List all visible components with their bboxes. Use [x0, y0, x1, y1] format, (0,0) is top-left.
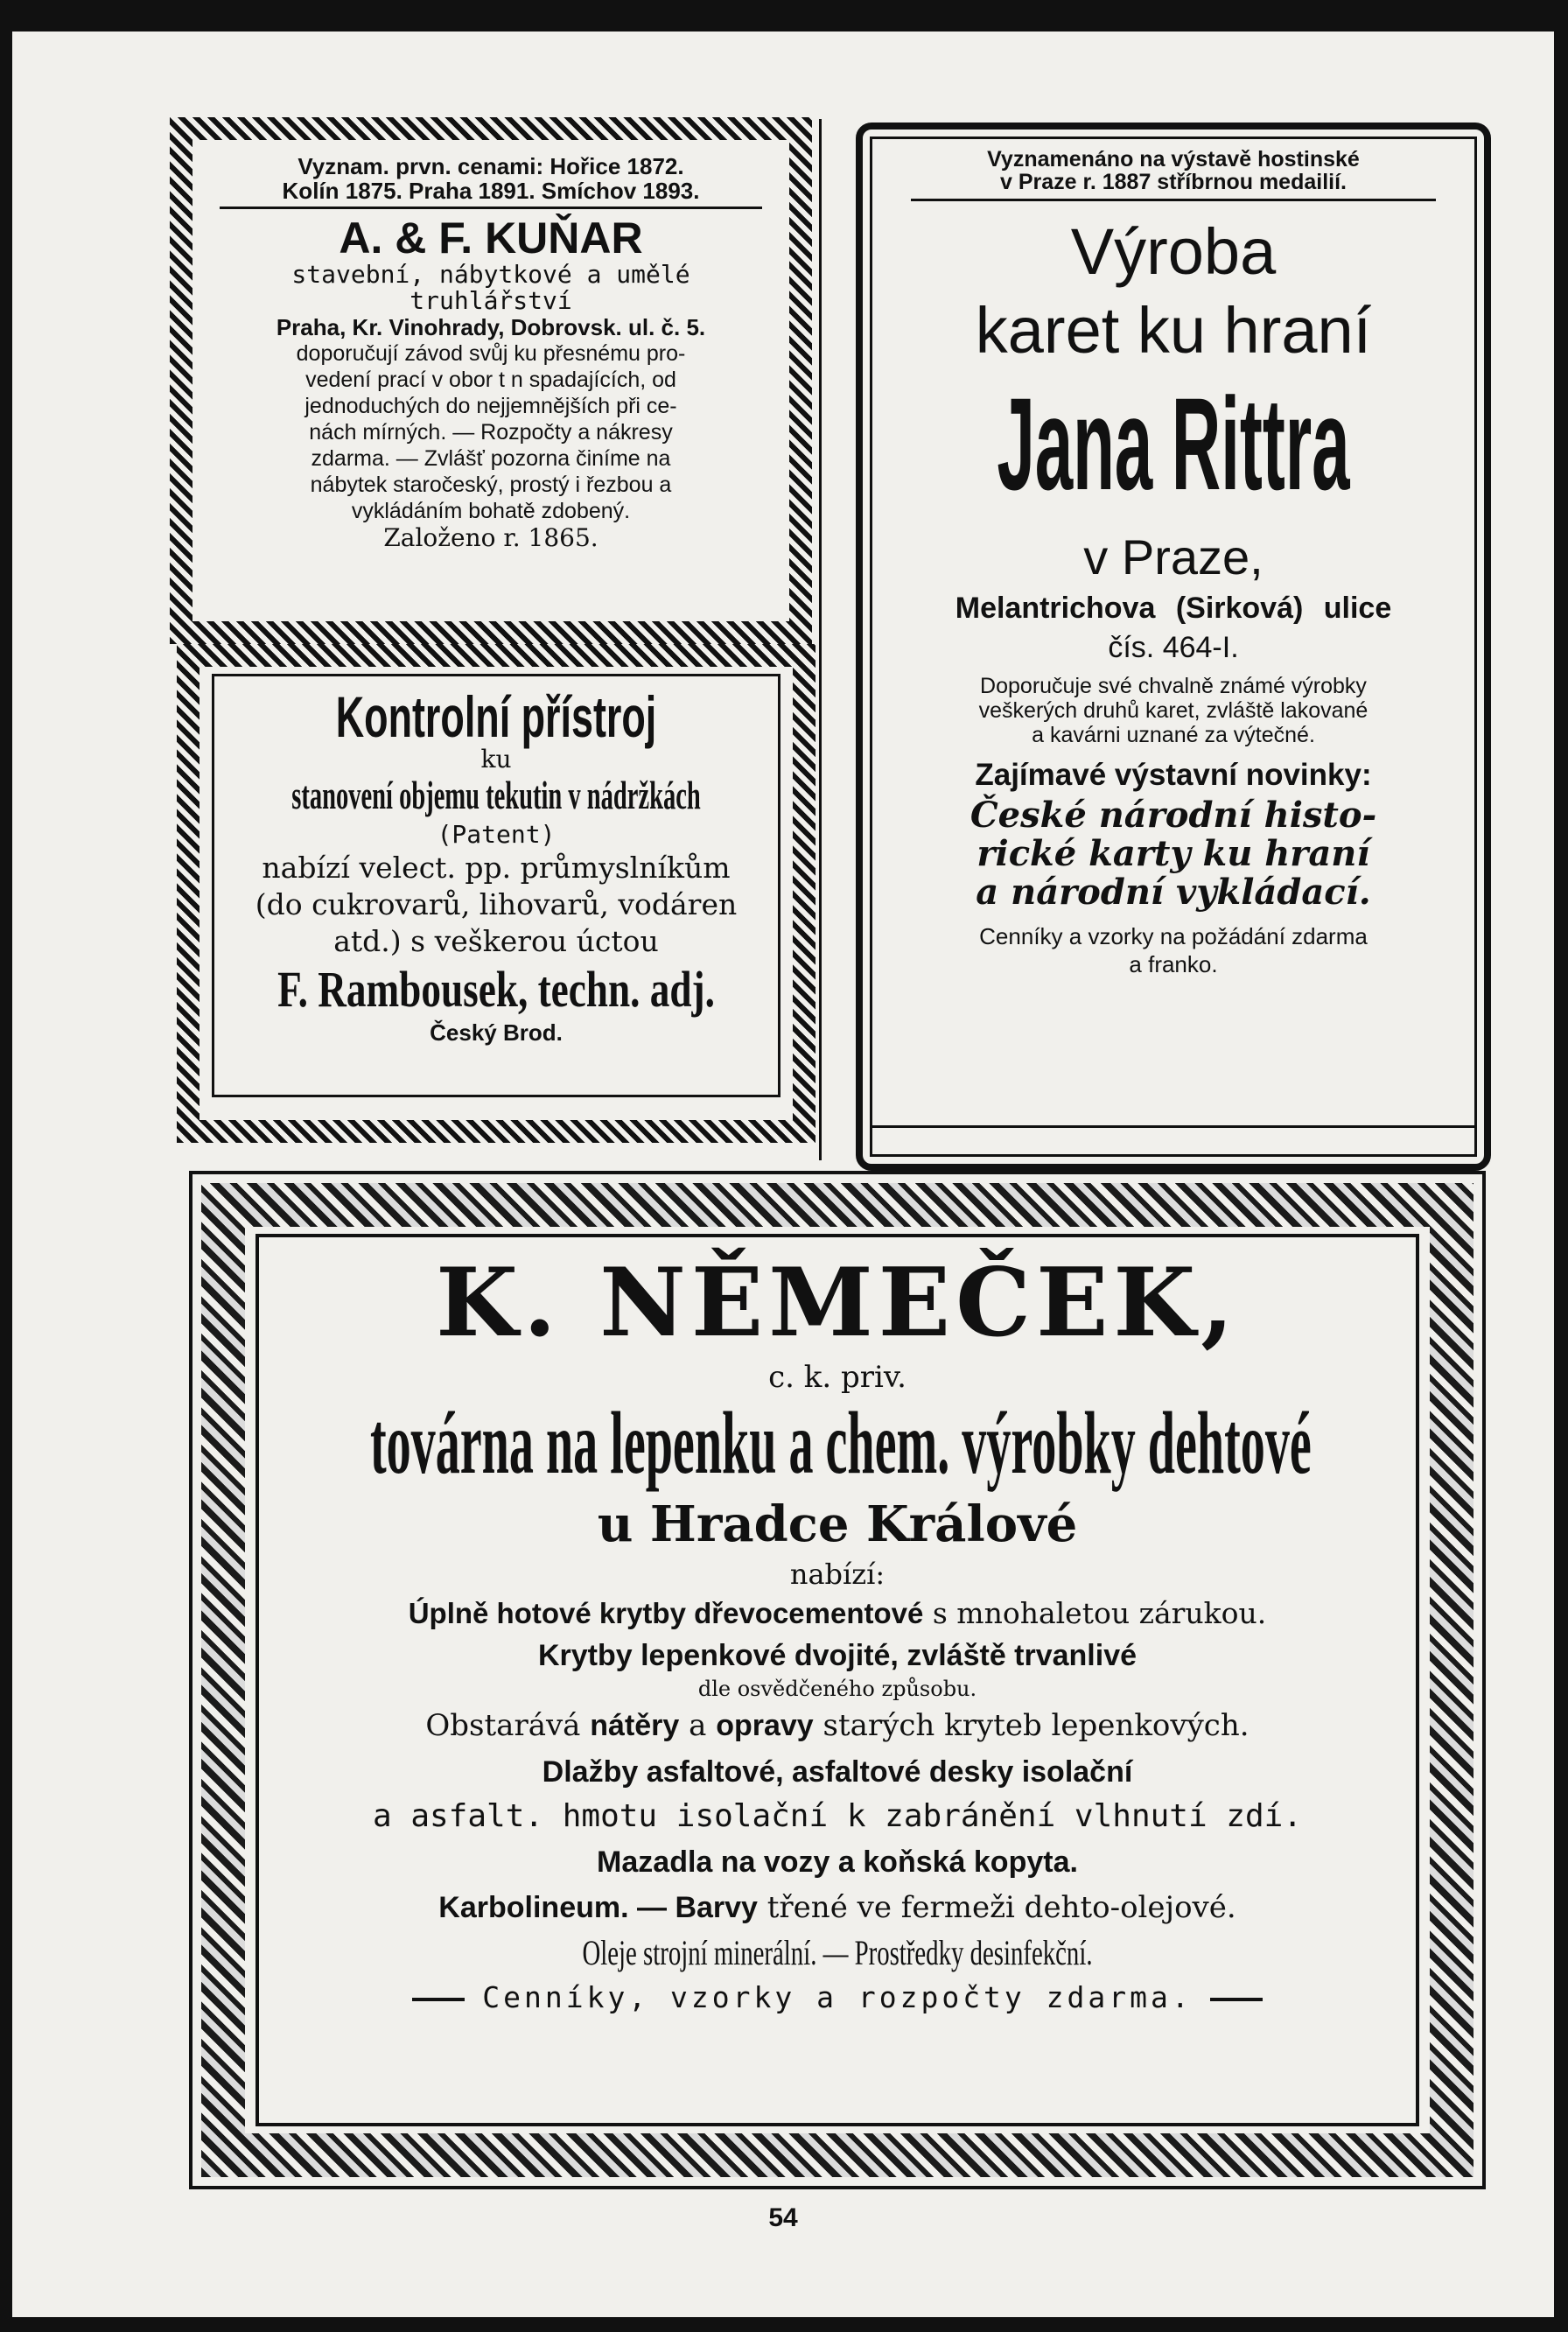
- line-bold-part: Úplně hotové krytby dřevocementové: [408, 1597, 924, 1629]
- divider: [220, 207, 762, 209]
- kunar-body: [215, 340, 766, 524]
- cards-line: rické karty ku hraní: [976, 833, 1370, 874]
- cards-line: České národní histo-: [970, 795, 1377, 836]
- page-number: 54: [768, 2203, 798, 2232]
- body-line: nabízí velect. pp. průmyslníkům: [262, 851, 731, 885]
- pricelist-text: Cenníky, vzorky a rozpočty zdarma.: [482, 1980, 1193, 2014]
- line-part: Obstarává: [425, 1708, 591, 1743]
- body-line: vedení prací v obor t n spadajících, od: [305, 368, 676, 392]
- rittr-line2: karet ku hraní: [975, 294, 1372, 367]
- dash-right: [1210, 1998, 1263, 2001]
- catalog-page: [12, 32, 1554, 2317]
- column-separator: [819, 119, 822, 1160]
- rittr-line1: Výroba: [1070, 215, 1277, 288]
- rambousek-body: [221, 850, 771, 960]
- body-line: vykládáním bohatě zdobený.: [351, 499, 631, 523]
- rambousek-place: Český Brod.: [430, 1019, 563, 1046]
- rambousek-ad: [177, 644, 816, 1143]
- nemecek-place: u Hradce Králové: [597, 1495, 1078, 1553]
- nemecek-pattern-frame: [201, 1183, 1474, 2177]
- rambousek-name: F. Rambousek, techn. adj.: [277, 961, 715, 1018]
- kunar-trade: [215, 262, 766, 314]
- nemecek-line-3: dle osvědčeného způsobu.: [697, 1677, 977, 1701]
- rittr-award: [885, 148, 1462, 193]
- body-line: zdarma. — Zvlášť pozorna činíme na: [311, 446, 671, 471]
- line-bold-part: opravy: [716, 1709, 814, 1742]
- rittr-ad-inner: [870, 137, 1477, 1157]
- body-line: a kavárni uznané za výtečné.: [1032, 723, 1315, 747]
- award-line: v Praze r. 1887 stříbrnou medailií.: [999, 170, 1347, 194]
- body-line: jednoduchých do nejjemnějších při ce-: [304, 394, 677, 418]
- rambousek-ad-inner: [212, 674, 780, 1097]
- kunar-ad: [170, 117, 812, 644]
- nemecek-line-9: Oleje strojní minerální. — Prostředky desinfekční.: [582, 1933, 1093, 1972]
- nemecek-line-1: [268, 1593, 1407, 1635]
- body-line: veškerých druhů karet, zvláště lakované: [978, 698, 1368, 723]
- kunar-awards: [215, 154, 766, 203]
- divider: [911, 199, 1436, 201]
- body-line: (do cukrovarů, lihovarů, vodáren: [255, 887, 738, 921]
- nemecek-line-6: a asfalt. hmotu isolační k zabránění vlhnutí zdí.: [372, 1798, 1303, 1834]
- rittr-body: [885, 674, 1462, 747]
- line-part: starých kryteb lepenkových.: [813, 1708, 1250, 1743]
- award-line: Vyznam. prvn. cenami: Hořice 1872.: [298, 153, 684, 179]
- rittr-number: čís. 464-I.: [1108, 631, 1239, 664]
- line-bold-part: Karbolineum. — Barvy: [438, 1891, 758, 1924]
- body-line: nách mírných. — Rozpočty a nákresy: [309, 420, 673, 445]
- divider: [872, 1125, 1474, 1128]
- body-line: nábytek staročeský, prostý i řezbou a: [310, 473, 672, 497]
- rittr-name: Jana Rittra: [997, 370, 1350, 517]
- rittr-pricelist: [885, 922, 1462, 978]
- nemecek-line-5: Dlažby asfaltové, asfaltové desky isolační: [542, 1755, 1133, 1789]
- kunar-address: Praha, Kr. Vinohrady, Dobrovsk. ul. č. 5.: [276, 314, 706, 340]
- rambousek-title: Kontrolní přístroj: [335, 684, 657, 749]
- trade-line: truhlářství: [410, 286, 572, 315]
- nemecek-line-8: [268, 1885, 1407, 1930]
- dash-left: [412, 1998, 465, 2001]
- line-part: a: [679, 1708, 717, 1743]
- award-line: Kolín 1875. Praha 1891. Smíchov 1893.: [282, 178, 700, 204]
- nemecek-offers: nabízí:: [789, 1558, 886, 1591]
- body-line: atd.) s veškerou úctou: [333, 924, 659, 958]
- trade-line: stavební, nábytkové a umělé: [291, 260, 690, 289]
- nemecek-priv: c. k. priv.: [768, 1360, 906, 1395]
- line-rest-part: s mnohaletou zárukou.: [923, 1596, 1267, 1630]
- pricelist-line: a franko.: [1129, 951, 1218, 977]
- rittr-city: v Praze,: [1083, 529, 1264, 585]
- nemecek-factory: továrna na lepenku a chem. výrobky dehtové: [369, 1394, 1312, 1493]
- rittr-novelty: Zajímavé výstavní novinky:: [975, 758, 1372, 792]
- kunar-founded: Založeno r. 1865.: [383, 523, 598, 552]
- pricelist-line: Cenníky a vzorky na požádání zdarma: [979, 923, 1368, 949]
- award-line: Vyznamenáno na výstavě hostinské: [987, 147, 1360, 172]
- rittr-ad: [856, 123, 1491, 1171]
- rambousek-patent: (Patent): [437, 820, 556, 849]
- nemecek-line-10: [268, 1976, 1407, 2020]
- nemecek-name: K. NĚMEČEK,: [436, 1248, 1239, 1358]
- nemecek-ad: [189, 1171, 1486, 2189]
- rambousek-subtitle: stanovení objemu tekutin v nádržkách: [291, 773, 701, 817]
- body-line: Doporučuje své chvalně známé výrobky: [980, 674, 1367, 698]
- line-rest-part: třené ve fermeži dehto-olejové.: [757, 1890, 1236, 1925]
- rittr-street: Melantrichova (Sirková) ulice: [955, 592, 1392, 625]
- line-bold-part: nátěry: [590, 1709, 680, 1742]
- rittr-cards: [885, 796, 1462, 912]
- nemecek-ad-inner: [256, 1234, 1419, 2126]
- kunar-ad-inner: [203, 147, 779, 614]
- body-line: doporučují závod svůj ku přesnému pro-: [296, 341, 686, 366]
- kunar-name: A. & F. KUŇAR: [339, 214, 643, 263]
- nemecek-line-2: Krytby lepenkové dvojité, zvláště trvanlivé: [537, 1639, 1138, 1672]
- nemecek-line-7: Mazadla na vozy a koňská kopyta.: [597, 1845, 1078, 1879]
- nemecek-line-4: [268, 1701, 1407, 1750]
- rambousek-ku: ku: [480, 745, 512, 774]
- cards-line: a národní vykládací.: [976, 872, 1371, 913]
